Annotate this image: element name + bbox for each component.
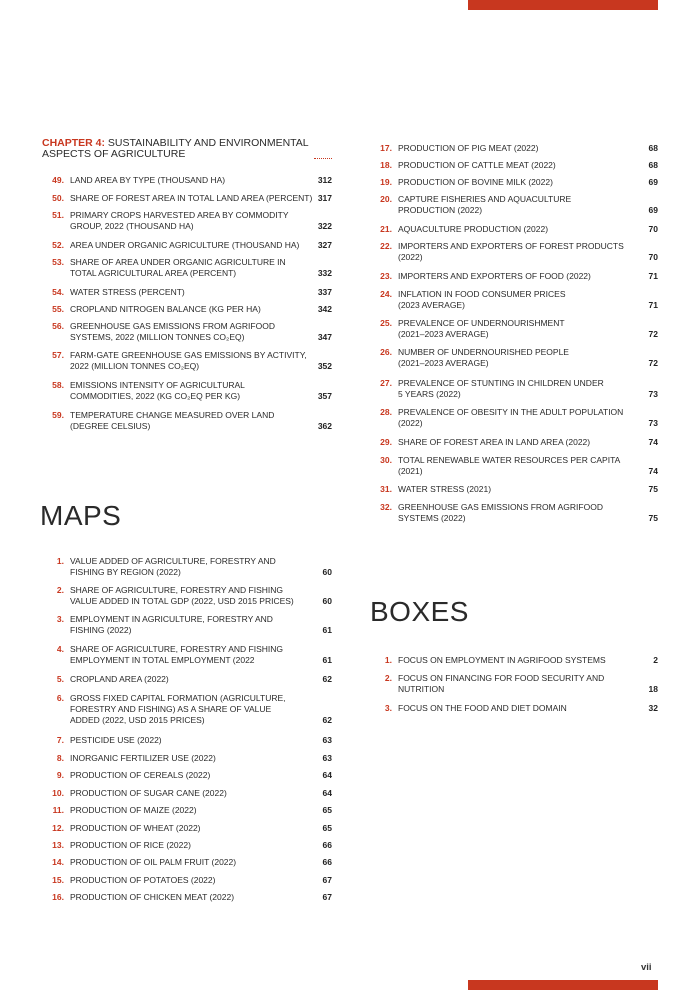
entry-title-line: COMMODITIES, 2022 (KG CO₂EQ PER KG) <box>70 391 241 401</box>
entry-page-number: 75 <box>648 484 658 494</box>
entry-title-line: CAPTURE FISHERIES AND AQUACULTURE <box>398 194 572 204</box>
entry-title <box>398 407 623 429</box>
entry-title-line: PESTICIDE USE (2022) <box>70 735 162 745</box>
entry-number: 3. <box>384 703 392 713</box>
entry-page-number: 69 <box>648 177 658 187</box>
entry-title <box>70 823 201 834</box>
toc-entry[interactable] <box>42 840 332 851</box>
toc-entry[interactable] <box>370 455 658 477</box>
entry-title-line: SYSTEMS, 2022 (MILLION TONNES CO₂EQ) <box>70 332 245 342</box>
toc-entry[interactable] <box>42 556 332 578</box>
entry-page-number: 2 <box>653 655 658 665</box>
entry-number: 51. <box>52 210 64 220</box>
entry-title <box>398 673 604 695</box>
entry-title-line: PREVALENCE OF UNDERNOURISHMENT <box>398 318 565 328</box>
entry-number: 27. <box>380 378 392 388</box>
entry-page-number: 312 <box>317 175 332 185</box>
entry-title-line: (2021–2023 AVERAGE) <box>398 329 489 339</box>
entry-title-line: (2021) <box>398 466 423 476</box>
entry-page-number: 322 <box>317 221 332 231</box>
entry-number: 21. <box>380 224 392 234</box>
entry-title-line: NUMBER OF UNDERNOURISHED PEOPLE <box>398 347 569 357</box>
entry-number: 2. <box>384 673 392 683</box>
entry-page-number: 65 <box>322 805 332 815</box>
entry-page-number: 327 <box>317 240 332 250</box>
entry-title-line: PREVALENCE OF OBESITY IN THE ADULT POPULATION <box>398 407 624 417</box>
entry-title <box>70 304 261 315</box>
entry-title <box>398 194 571 216</box>
toc-entry[interactable] <box>370 194 658 216</box>
entry-number: 15. <box>52 875 64 885</box>
entry-number: 59. <box>52 410 64 420</box>
entry-title <box>70 321 275 343</box>
entry-number: 17. <box>380 143 392 153</box>
entry-page-number: 342 <box>317 304 332 314</box>
entry-title-line: SHARE OF AGRICULTURE, FORESTRY AND FISHING <box>70 644 284 654</box>
toc-entry[interactable] <box>370 407 658 429</box>
toc-entry[interactable] <box>42 644 332 666</box>
toc-entry[interactable] <box>42 175 332 186</box>
entry-title-line: SHARE OF FOREST AREA IN TOTAL LAND AREA (PERCENT) <box>70 193 313 203</box>
chapter-title-line1: SUSTAINABILITY AND ENVIRONMENTAL <box>105 137 309 149</box>
toc-entry[interactable] <box>42 753 332 764</box>
entry-title <box>398 224 548 235</box>
entry-title-line: 2022 (MILLION TONNES CO₂EQ) <box>70 361 200 371</box>
entry-title-line: SHARE OF AREA UNDER ORGANIC AGRICULTURE IN <box>70 257 286 267</box>
toc-entry[interactable] <box>370 347 658 369</box>
entry-page-number: 70 <box>648 224 658 234</box>
toc-entry[interactable] <box>42 674 332 685</box>
entry-number: 10. <box>52 788 64 798</box>
entry-title <box>398 703 567 714</box>
entry-title-line: INORGANIC FERTILIZER USE (2022) <box>70 753 216 763</box>
entry-page-number: 317 <box>317 193 332 203</box>
entry-page-number: 64 <box>322 770 332 780</box>
entry-title <box>70 614 273 636</box>
entry-title-line: EMPLOYMENT IN TOTAL EMPLOYMENT (2022 <box>70 655 255 665</box>
entry-title <box>70 788 227 799</box>
entry-title-line: PRIMARY CROPS HARVESTED AREA BY COMMODITY <box>70 210 289 220</box>
toc-entry[interactable] <box>42 823 332 834</box>
entry-number: 25. <box>380 318 392 328</box>
entry-page-number: 352 <box>317 361 332 371</box>
entry-title <box>70 753 216 764</box>
entry-title-line: EMPLOYMENT IN AGRICULTURE, FORESTRY AND <box>70 614 273 624</box>
entry-page-number: 61 <box>322 625 332 635</box>
entry-page-number: 332 <box>317 268 332 278</box>
entry-title-line: SYSTEMS (2022) <box>398 513 466 523</box>
entry-number: 53. <box>52 257 64 267</box>
entry-title <box>398 241 624 263</box>
top-accent-bar <box>468 0 658 10</box>
entry-title <box>70 892 234 903</box>
toc-entry[interactable] <box>42 287 332 298</box>
entry-number: 4. <box>56 644 64 654</box>
entry-title <box>398 502 603 524</box>
entry-title-line: (2021–2023 AVERAGE) <box>398 358 489 368</box>
entry-number: 11. <box>52 805 64 815</box>
entry-page-number: 357 <box>317 391 332 401</box>
entry-number: 31. <box>380 484 392 494</box>
toc-entry[interactable] <box>370 703 658 714</box>
entry-title-line: VALUE ADDED IN TOTAL GDP (2022, USD 2015 PRICES) <box>70 596 294 606</box>
toc-entry[interactable] <box>370 241 658 263</box>
entry-number: 18. <box>380 160 392 170</box>
page-number: vii <box>641 962 652 973</box>
entry-title-line: PRODUCTION OF RICE (2022) <box>70 840 191 850</box>
entry-number: 14. <box>52 857 64 867</box>
entry-title-line: (DEGREE CELSIUS) <box>70 421 151 431</box>
entry-title-line: PRODUCTION OF CATTLE MEAT (2022) <box>398 160 556 170</box>
entry-page-number: 62 <box>322 674 332 684</box>
entry-page-number: 69 <box>648 205 658 215</box>
toc-entry[interactable] <box>370 673 658 695</box>
entry-page-number: 67 <box>322 892 332 902</box>
toc-entry[interactable] <box>370 502 658 524</box>
entry-title <box>70 380 245 402</box>
entry-title-line: FARM-GATE GREENHOUSE GAS EMISSIONS BY ACTIVITY, <box>70 350 307 360</box>
entry-title <box>398 177 553 188</box>
entry-title-line: ADDED (2022, USD 2015 PRICES) <box>70 715 205 725</box>
entry-number: 9. <box>56 770 64 780</box>
entry-title-line: GROUP, 2022 (THOUSAND HA) <box>70 221 194 231</box>
entry-title-line: IMPORTERS AND EXPORTERS OF FOREST PRODUCTS <box>398 241 624 251</box>
entry-title-line: GROSS FIXED CAPITAL FORMATION (AGRICULTURE, <box>70 693 286 703</box>
toc-entry[interactable] <box>42 257 332 279</box>
entry-number: 58. <box>52 380 64 390</box>
entry-title <box>70 875 215 886</box>
entry-title-line: TOTAL AGRICULTURAL AREA (PERCENT) <box>70 268 237 278</box>
entry-number: 7. <box>56 735 64 745</box>
entry-number: 20. <box>380 194 392 204</box>
entry-page-number: 63 <box>322 753 332 763</box>
entry-title-line: CROPLAND AREA (2022) <box>70 674 169 684</box>
toc-entry[interactable] <box>42 892 332 903</box>
entry-number: 6. <box>56 693 64 703</box>
entry-title-line: IMPORTERS AND EXPORTERS OF FOOD (2022) <box>398 271 591 281</box>
entry-page-number: 68 <box>648 143 658 153</box>
entry-title <box>398 271 591 282</box>
toc-entry[interactable] <box>42 614 332 636</box>
toc-entry[interactable] <box>370 177 658 188</box>
entry-number: 13. <box>52 840 64 850</box>
entry-number: 49. <box>52 175 64 185</box>
toc-entry[interactable] <box>42 735 332 746</box>
entry-number: 52. <box>52 240 64 250</box>
entry-title-line: GREENHOUSE GAS EMISSIONS FROM AGRIFOOD <box>398 502 603 512</box>
entry-number: 28. <box>380 407 392 417</box>
entry-page-number: 66 <box>322 840 332 850</box>
entry-title-line: FOCUS ON THE FOOD AND DIET DOMAIN <box>398 703 567 713</box>
entry-title-line: VALUE ADDED OF AGRICULTURE, FORESTRY AND <box>70 556 276 566</box>
entry-title-line: AQUACULTURE PRODUCTION (2022) <box>398 224 549 234</box>
entry-page-number: 73 <box>648 389 658 399</box>
entry-page-number: 63 <box>322 735 332 745</box>
entry-title-line: 5 YEARS (2022) <box>398 389 461 399</box>
entry-number: 3. <box>56 614 64 624</box>
toc-entry[interactable] <box>42 770 332 781</box>
entry-page-number: 62 <box>322 715 332 725</box>
entry-number: 24. <box>380 289 392 299</box>
entry-title-line: PRODUCTION OF OIL PALM FRUIT (2022) <box>70 857 237 867</box>
entry-title <box>398 455 620 477</box>
entry-title-line: FOCUS ON FINANCING FOR FOOD SECURITY AND <box>398 673 605 683</box>
entry-page-number: 70 <box>648 252 658 262</box>
toc-entry[interactable] <box>42 805 332 816</box>
entry-number: 32. <box>380 502 392 512</box>
entry-number: 2. <box>56 585 64 595</box>
entry-page-number: 74 <box>648 437 658 447</box>
toc-entry[interactable] <box>370 318 658 340</box>
entry-title <box>70 287 185 298</box>
toc-entry[interactable] <box>370 271 658 282</box>
toc-entry[interactable] <box>42 585 332 607</box>
entry-number: 56. <box>52 321 64 331</box>
entry-title <box>70 857 236 868</box>
entry-title-line: PRODUCTION OF WHEAT (2022) <box>70 823 201 833</box>
entry-number: 23. <box>380 271 392 281</box>
entry-number: 57. <box>52 350 64 360</box>
toc-entry[interactable] <box>42 788 332 799</box>
entry-title-line: AREA UNDER ORGANIC AGRICULTURE (THOUSAND HA) <box>70 240 300 250</box>
toc-entry[interactable] <box>370 484 658 495</box>
toc-entry[interactable] <box>370 160 658 171</box>
toc-entry[interactable] <box>42 380 332 402</box>
entry-title-line: PRODUCTION OF POTATOES (2022) <box>70 875 216 885</box>
entry-title-line: FORESTRY AND FISHING) AS A SHARE OF VALUE <box>70 704 272 714</box>
entry-title <box>70 257 286 279</box>
entry-title-line: FISHING (2022) <box>70 625 132 635</box>
entry-title-line: LAND AREA BY TYPE (THOUSAND HA) <box>70 175 226 185</box>
entry-title <box>398 378 604 400</box>
entry-title <box>70 770 210 781</box>
entry-title-line: WATER STRESS (2021) <box>398 484 492 494</box>
entry-title-line: PRODUCTION OF BOVINE MILK (2022) <box>398 177 553 187</box>
entry-title <box>70 735 162 746</box>
entry-title <box>70 644 283 666</box>
entry-page-number: 73 <box>648 418 658 428</box>
entry-title <box>398 289 566 311</box>
entry-title <box>70 410 274 432</box>
entry-number: 19. <box>380 177 392 187</box>
entry-title <box>398 347 569 369</box>
entry-title-line: TEMPERATURE CHANGE MEASURED OVER LAND <box>70 410 275 420</box>
entry-number: 1. <box>56 556 64 566</box>
entry-page-number: 75 <box>648 513 658 523</box>
entry-title-line: NUTRITION <box>398 684 445 694</box>
entry-number: 12. <box>52 823 64 833</box>
entry-page-number: 61 <box>322 655 332 665</box>
entry-title-line: PRODUCTION OF PIG MEAT (2022) <box>398 143 539 153</box>
entry-page-number: 64 <box>322 788 332 798</box>
toc-entry[interactable] <box>42 410 332 432</box>
entry-number: 30. <box>380 455 392 465</box>
entry-title-line: PRODUCTION OF SUGAR CANE (2022) <box>70 788 227 798</box>
toc-entry[interactable] <box>42 210 332 232</box>
toc-entry[interactable] <box>42 240 332 251</box>
chapter-heading <box>42 138 332 160</box>
toc-entry[interactable] <box>42 321 332 343</box>
entry-title <box>70 193 312 204</box>
entry-title <box>398 143 538 154</box>
entry-title-line: PRODUCTION (2022) <box>398 205 483 215</box>
bottom-accent-bar <box>468 980 658 990</box>
entry-title-line: EMISSIONS INTENSITY OF AGRICULTURAL <box>70 380 245 390</box>
entry-title-line: PRODUCTION OF CEREALS (2022) <box>70 770 211 780</box>
entry-page-number: 337 <box>317 287 332 297</box>
entry-title-line: (2022) <box>398 418 423 428</box>
entry-page-number: 32 <box>648 703 658 713</box>
entry-title-line: PRODUCTION OF MAIZE (2022) <box>70 805 197 815</box>
chapter-title-line2: ASPECTS OF AGRICULTURE <box>42 148 186 160</box>
entry-page-number: 71 <box>648 271 658 281</box>
toc-entry[interactable] <box>42 875 332 886</box>
entry-number: 29. <box>380 437 392 447</box>
dotted-leader <box>314 158 332 159</box>
entry-page-number: 66 <box>322 857 332 867</box>
entry-title-line: SHARE OF FOREST AREA IN LAND AREA (2022) <box>398 437 591 447</box>
entry-number: 8. <box>56 753 64 763</box>
chapter-label: CHAPTER 4: <box>42 137 106 149</box>
toc-entry[interactable] <box>370 378 658 400</box>
entry-number: 55. <box>52 304 64 314</box>
entry-title-line: INFLATION IN FOOD CONSUMER PRICES <box>398 289 566 299</box>
entry-title <box>70 585 294 607</box>
toc-entry[interactable] <box>370 224 658 235</box>
entry-title <box>398 484 491 495</box>
entry-title-line: GREENHOUSE GAS EMISSIONS FROM AGRIFOOD <box>70 321 275 331</box>
entry-number: 54. <box>52 287 64 297</box>
entry-title-line: PRODUCTION OF CHICKEN MEAT (2022) <box>70 892 235 902</box>
entry-title-line: CROPLAND NITROGEN BALANCE (KG PER HA) <box>70 304 261 314</box>
entry-title <box>398 437 590 448</box>
entry-page-number: 362 <box>317 421 332 431</box>
entry-title <box>70 674 169 685</box>
toc-entry[interactable] <box>42 857 332 868</box>
entry-page-number: 18 <box>648 684 658 694</box>
entry-title-line: SHARE OF AGRICULTURE, FORESTRY AND FISHING <box>70 585 284 595</box>
entry-title-line: FOCUS ON EMPLOYMENT IN AGRIFOOD SYSTEMS <box>398 655 606 665</box>
toc-entry[interactable] <box>370 143 658 154</box>
entry-page-number: 72 <box>648 329 658 339</box>
toc-entry[interactable] <box>42 193 332 204</box>
entry-title <box>70 240 299 251</box>
entry-page-number: 71 <box>648 300 658 310</box>
boxes-title: BOXES <box>370 596 469 627</box>
entry-title-line: WATER STRESS (PERCENT) <box>70 287 185 297</box>
entry-page-number: 60 <box>322 567 332 577</box>
entry-number: 1. <box>384 655 392 665</box>
toc-entry[interactable] <box>370 655 658 666</box>
toc-entry[interactable] <box>42 304 332 315</box>
toc-entry[interactable] <box>370 437 658 448</box>
entry-title-line: (2023 AVERAGE) <box>398 300 465 310</box>
entry-number: 16. <box>52 892 64 902</box>
toc-entry[interactable] <box>42 350 332 372</box>
entry-title-line: PREVALENCE OF STUNTING IN CHILDREN UNDER <box>398 378 604 388</box>
entry-title <box>70 693 286 726</box>
entry-number: 5. <box>56 674 64 684</box>
entry-page-number: 67 <box>322 875 332 885</box>
entry-title <box>70 210 289 232</box>
toc-entry[interactable] <box>42 693 332 726</box>
entry-number: 50. <box>52 193 64 203</box>
entry-title <box>398 318 565 340</box>
entry-page-number: 65 <box>322 823 332 833</box>
entry-page-number: 347 <box>317 332 332 342</box>
entry-number: 22. <box>380 241 392 251</box>
maps-title: MAPS <box>40 500 122 531</box>
entry-number: 26. <box>380 347 392 357</box>
entry-title-line: TOTAL RENEWABLE WATER RESOURCES PER CAPITA <box>398 455 621 465</box>
entry-page-number: 72 <box>648 358 658 368</box>
entry-title <box>70 840 191 851</box>
entry-title <box>70 556 276 578</box>
toc-entry[interactable] <box>370 289 658 311</box>
entry-title-line: FISHING BY REGION (2022) <box>70 567 181 577</box>
entry-title <box>70 175 225 186</box>
entry-title-line: (2022) <box>398 252 423 262</box>
entry-title <box>70 350 307 372</box>
entry-title <box>398 160 556 171</box>
entry-page-number: 60 <box>322 596 332 606</box>
entry-title <box>398 655 606 666</box>
entry-page-number: 74 <box>648 466 658 476</box>
entry-page-number: 68 <box>648 160 658 170</box>
entry-title <box>70 805 197 816</box>
